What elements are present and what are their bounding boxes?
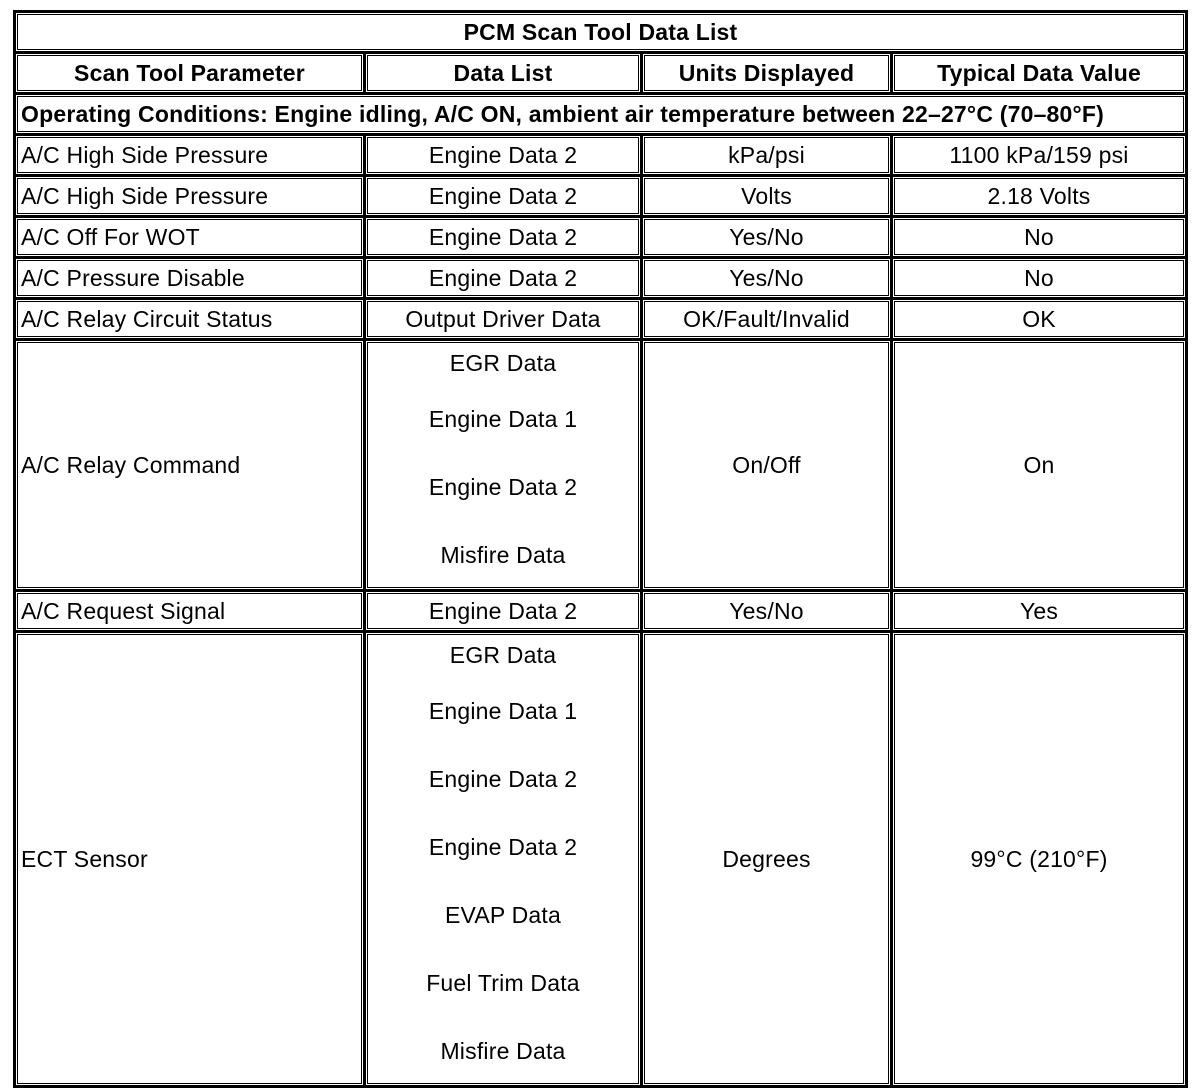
units-cell: Yes/No: [642, 258, 892, 299]
table-row: [15, 591, 1187, 632]
parameter-cell: A/C High Side Pressure: [15, 176, 365, 217]
parameter-cell: A/C High Side Pressure: [15, 135, 365, 176]
data-list-item: Engine Data 2: [428, 474, 578, 500]
data-list-item: EVAP Data: [444, 902, 561, 928]
units-cell: Yes/No: [642, 591, 892, 632]
typical-value-cell: OK: [892, 299, 1187, 340]
data-list-cell: [365, 340, 642, 591]
table-row: [15, 217, 1187, 258]
data-list-cell: Engine Data 2: [365, 258, 642, 299]
typical-value-cell: No: [892, 258, 1187, 299]
parameter-cell: A/C Request Signal: [15, 591, 365, 632]
operating-conditions: Operating Conditions: Engine idling, A/C ON, ambient air temperature between 22–27°C (70–80°F): [15, 94, 1187, 135]
units-cell: Volts: [642, 176, 892, 217]
header-row: [15, 53, 1187, 94]
parameter-cell: A/C Off For WOT: [15, 217, 365, 258]
typical-value-cell: 2.18 Volts: [892, 176, 1187, 217]
typical-value-cell: No: [892, 217, 1187, 258]
column-header-data-list: Data List: [365, 53, 642, 94]
column-header-typical-value: Typical Data Value: [892, 53, 1187, 94]
data-list-item: Engine Data 2: [428, 834, 578, 860]
units-cell: OK/Fault/Invalid: [642, 299, 892, 340]
data-list-item: Engine Data 2: [428, 766, 578, 792]
parameter-cell: ECT Sensor: [15, 632, 365, 1087]
units-cell: Degrees: [642, 632, 892, 1087]
data-list-cell: Output Driver Data: [365, 299, 642, 340]
typical-value-cell: 1100 kPa/159 psi: [892, 135, 1187, 176]
data-list-cell: Engine Data 2: [365, 135, 642, 176]
units-cell: Yes/No: [642, 217, 892, 258]
data-list-item: Engine Data 1: [428, 698, 578, 724]
column-header-units: Units Displayed: [642, 53, 892, 94]
table-row: [15, 340, 1187, 591]
operating-conditions-row: [15, 94, 1187, 135]
data-list-item: Misfire Data: [440, 1038, 566, 1064]
data-list-cell: [365, 632, 642, 1087]
data-list-item: EGR Data: [449, 642, 557, 668]
data-list-item: Fuel Trim Data: [426, 970, 580, 996]
typical-value-cell: 99°C (210°F): [892, 632, 1187, 1087]
table-row: [15, 632, 1187, 1087]
units-cell: kPa/psi: [642, 135, 892, 176]
table-row: [15, 299, 1187, 340]
data-list-cell: Engine Data 2: [365, 217, 642, 258]
parameter-cell: A/C Relay Circuit Status: [15, 299, 365, 340]
typical-value-cell: Yes: [892, 591, 1187, 632]
data-list-item: Misfire Data: [440, 542, 566, 568]
typical-value-cell: On: [892, 340, 1187, 591]
table-row: [15, 176, 1187, 217]
table-title: PCM Scan Tool Data List: [15, 12, 1187, 53]
data-list-item: EGR Data: [449, 350, 557, 376]
parameter-cell: A/C Relay Command: [15, 340, 365, 591]
data-list-cell: Engine Data 2: [365, 176, 642, 217]
scan-tool-data-table: [13, 10, 1188, 1088]
column-header-parameter: Scan Tool Parameter: [15, 53, 365, 94]
table-row: [15, 258, 1187, 299]
title-row: [15, 12, 1187, 53]
table-row: [15, 135, 1187, 176]
data-list-cell: Engine Data 2: [365, 591, 642, 632]
data-list-item: Engine Data 1: [428, 406, 578, 432]
units-cell: On/Off: [642, 340, 892, 591]
parameter-cell: A/C Pressure Disable: [15, 258, 365, 299]
